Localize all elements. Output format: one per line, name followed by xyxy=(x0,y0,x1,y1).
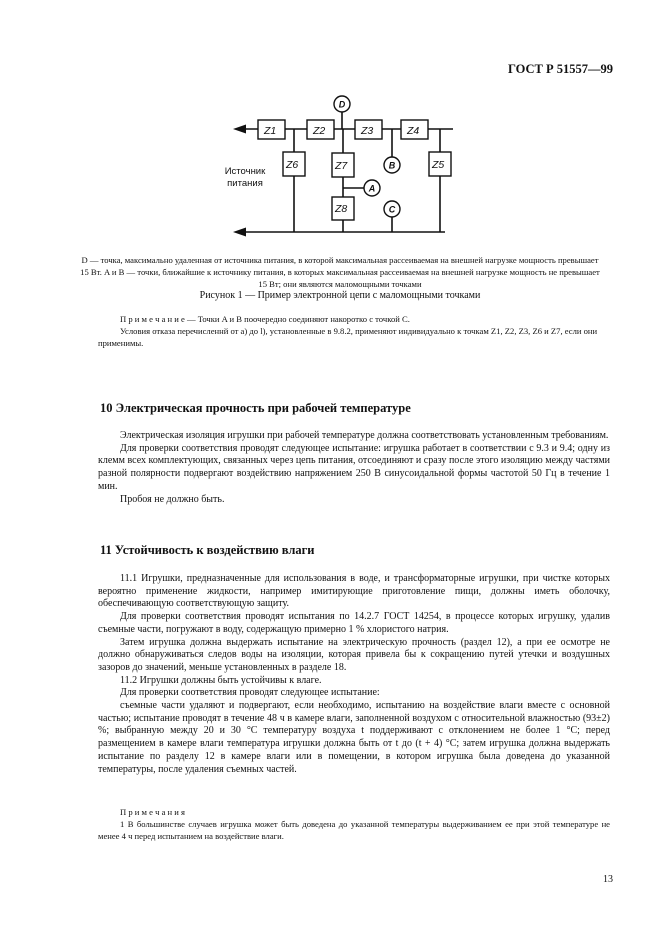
figure-legend: D — точка, максимально удаленная от источника питания, в которой максимальная рассеиваемая на внешней нагрузке мощность превышает 15 Вт. A и B — точки, ближайшие к источнику питания, в которых максимальная рассеиваемая на внешней нагрузке мощность не превышает 15 Вт; они являются маломощными точками xyxy=(80,255,600,289)
power-source-label-line1: Источник xyxy=(224,166,266,177)
z5-label: Z5 xyxy=(432,159,445,171)
z3-label: Z3 xyxy=(361,125,374,137)
z6-label: Z6 xyxy=(286,159,299,171)
section-11-paragraph: съемные части удаляют и подвергают, если необходимо, испытанию на воздействие влаги вместе с основной частью; испытание проводят в течение 48 ч в камере влаги, заполненной воздухом с относительной влажностью (93±2) %; выбранную между 20 и 30 °С температуру воздуха t поддерживают с отклонением не более 1 °С; перед размещением в камере влаги температура игрушки должна быть от t до (t + 4) °С; затем игрушка должна выдержать испытание по разделу 12 в камере влаги или в помещении, в котором игрушка была доведена до указанной температуры, после удаления съемных частей. xyxy=(98,700,610,775)
figure-note-line2: Условия отказа перечисленнй от а) до l), установленные в 9.8.2, применяют индивидуально к точкам Z1, Z2, Z3, Z6 и Z7, если они применимы. xyxy=(98,326,598,348)
z4-label: Z4 xyxy=(407,125,420,137)
section-11-body xyxy=(98,573,610,776)
section-11-paragraph: Затем игрушка должна выдержать испытание на электрическую прочность (раздел 12), а при ее осмотре не должно обнаруживаться следов воды на изоляции, которая привела бы к сокращению путей утечки и воздушных зазоров до значений, меньше установленных в разделе 18. xyxy=(98,636,610,673)
top-output-arrow xyxy=(233,125,246,134)
figure-title: Рисунок 1 — Пример электронной цепи с маломощными точками xyxy=(199,290,481,301)
document-id-header: ГОСТ Р 51557—99 xyxy=(507,62,613,76)
section-11-notes xyxy=(98,806,610,842)
z7-label: Z7 xyxy=(335,160,348,172)
point-b-label: B xyxy=(388,160,396,171)
section-10-body xyxy=(98,430,610,506)
figure-note xyxy=(98,313,610,349)
power-source-label-line2: питания xyxy=(227,178,263,189)
section-11-paragraph: Для проверки соответствия проводят испытания по 14.2.7 ГОСТ 14254, в процессе которых игрушку, удалив съемные части, погружают в воду, содержащую примерно 1 % хлористого натрия. xyxy=(98,611,610,635)
section-10-paragraph: Пробоя не должно быть. xyxy=(120,493,225,505)
section-11-paragraph: Для проверки соответствия проводят следующее испытание: xyxy=(120,687,380,699)
section-11-title: 11 Устойчивость к воздействию влаги xyxy=(100,543,315,557)
section-11-paragraph: 11.1 Игрушки, предназначенные для использования в воде, и трансформаторные игрушки, при чистке которых вероятно применение жидкости, например имитирующие приготовление пищи, должны иметь оболочку, обеспечивающую соответствующую защиту. xyxy=(98,573,610,610)
z8-label: Z8 xyxy=(335,203,348,215)
section-10-title: 10 Электрическая прочность при рабочей температуре xyxy=(100,401,411,415)
point-a-label: A xyxy=(368,183,376,194)
page-number: 13 xyxy=(603,874,613,885)
z1-label: Z1 xyxy=(264,125,277,137)
figure-note-line1: П р и м е ч а н и е — Точки A и B поочередно соединяют накоротко с точкой C. xyxy=(120,314,410,324)
section-10-paragraph: Электрическая изоляция игрушки при рабочей температуре должна соответствовать установленным требованиям. xyxy=(120,430,609,441)
z2-label: Z2 xyxy=(313,125,326,137)
note-item: 1 В большинстве случаев игрушка может быть доведена до указанной температуры выдерживанием ее при этой температуре не менее 4 ч перед испытанием на воздействие влаги. xyxy=(98,819,610,841)
point-d-label: D xyxy=(338,99,346,110)
section-11-paragraph: 11.2 Игрушки должны быть устойчивы к влаге. xyxy=(120,674,322,686)
point-c-label: C xyxy=(388,204,396,215)
section-10-paragraph: Для проверки соответствия проводят следующее испытание: игрушка работает в соответствии с 9.3 и 9.4; одну из клемм всех комплектующих, связанных через цепь питания, отсоединяют и сразу после этого изоляцию между частями разной полярности подвергают воздействию напряжением 250 В синусоидальной формы частотой 50 Гц в течение 1 мин. xyxy=(98,442,610,492)
bottom-output-arrow xyxy=(233,228,246,237)
notes-title: П р и м е ч а н и я xyxy=(120,807,185,817)
